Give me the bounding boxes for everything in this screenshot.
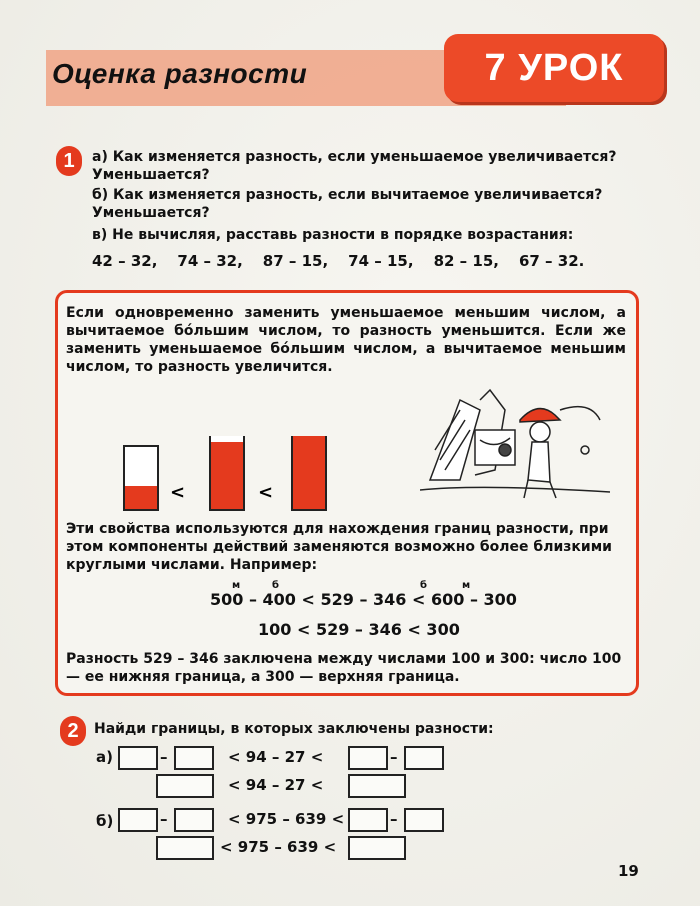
pirate-ship-illustration [420,380,620,500]
inequality-2: 100 < 529 – 346 < 300 [258,620,460,639]
mark-b: б [420,580,427,591]
answer-box[interactable] [156,774,214,798]
answer-box[interactable] [404,746,444,770]
expression-b2: < 975 – 639 < [220,838,337,856]
page-number: 19 [618,862,639,880]
lesson-badge: 7 УРОК [444,34,664,102]
part-a-label: а) [96,748,113,766]
answer-box[interactable] [348,808,388,832]
less-than-sign: < [170,482,186,503]
expression-a2: < 94 – 27 < [228,776,324,794]
expression-item: 74 – 32, [177,252,243,270]
minus-sign: – [160,810,168,828]
page-title: Оценка разности [52,58,308,89]
task-number-badge: 2 [60,716,86,746]
answer-box[interactable] [174,808,214,832]
bar-fill-3 [292,436,326,510]
answer-box[interactable] [118,746,158,770]
expression-item: 67 – 32. [518,252,585,270]
expression-a1: < 94 – 27 < [228,748,324,766]
mark-m: м [462,580,471,591]
expression-item: 42 – 32, [92,252,158,270]
minus-sign: – [390,748,398,766]
answer-box[interactable] [174,746,214,770]
task-number-badge: 1 [56,146,82,176]
inequality-1: 500 – 400 < 529 – 346 < 600 – 300 [210,590,517,609]
answer-box[interactable] [348,774,406,798]
expression-item: 82 – 15, [433,252,499,270]
expression-list [92,252,584,270]
less-than-sign: < [258,482,274,503]
answer-box[interactable] [348,836,406,860]
mark-m: м [232,580,241,591]
question-c: в) Не вычисляя, расставь разности в порядке возрастания: [92,227,574,243]
bar-fill-1 [125,486,157,509]
part-b-label: б) [96,812,114,830]
conclusion-text: Разность 529 – 346 заключена между числами 100 и 300: число 100 — ее нижняя граница, а 300 — верхняя граница. [66,651,622,685]
mark-b: б [272,580,279,591]
answer-box[interactable] [348,746,388,770]
answer-box[interactable] [118,808,158,832]
bar-fill-2 [211,442,243,509]
answer-box[interactable] [156,836,214,860]
minus-sign: – [390,810,398,828]
question-b: б) Как изменяется разность, если вычитаемое увеличивается? Уменьшается? [92,187,603,221]
expression-item: 87 – 15, [262,252,329,270]
bars-illustration [110,436,340,516]
question-a: а) Как изменяется разность, если уменьшаемое увеличивается? Уменьшается? [92,149,617,183]
rule-text: Если одновременно заменить уменьшаемое меньшим числом, а вычитаемое бóльшим числом, то разность уменьшится. Если же заменить уменьшаемое бóльшим числом, а вычитаемое меньшим числом, то разность увеличится. [66,305,626,375]
task2-prompt: Найди границы, в которых заключены разности: [94,721,494,737]
expression-item: 74 – 15, [348,252,414,270]
answer-box[interactable] [404,808,444,832]
expression-b1: < 975 – 639 < [228,810,345,828]
minus-sign: – [160,748,168,766]
note-text: Эти свойства используются для нахождения границ разности, при этом компоненты действий заменяются возможно более близкими круглыми числами. Например: [66,521,612,573]
